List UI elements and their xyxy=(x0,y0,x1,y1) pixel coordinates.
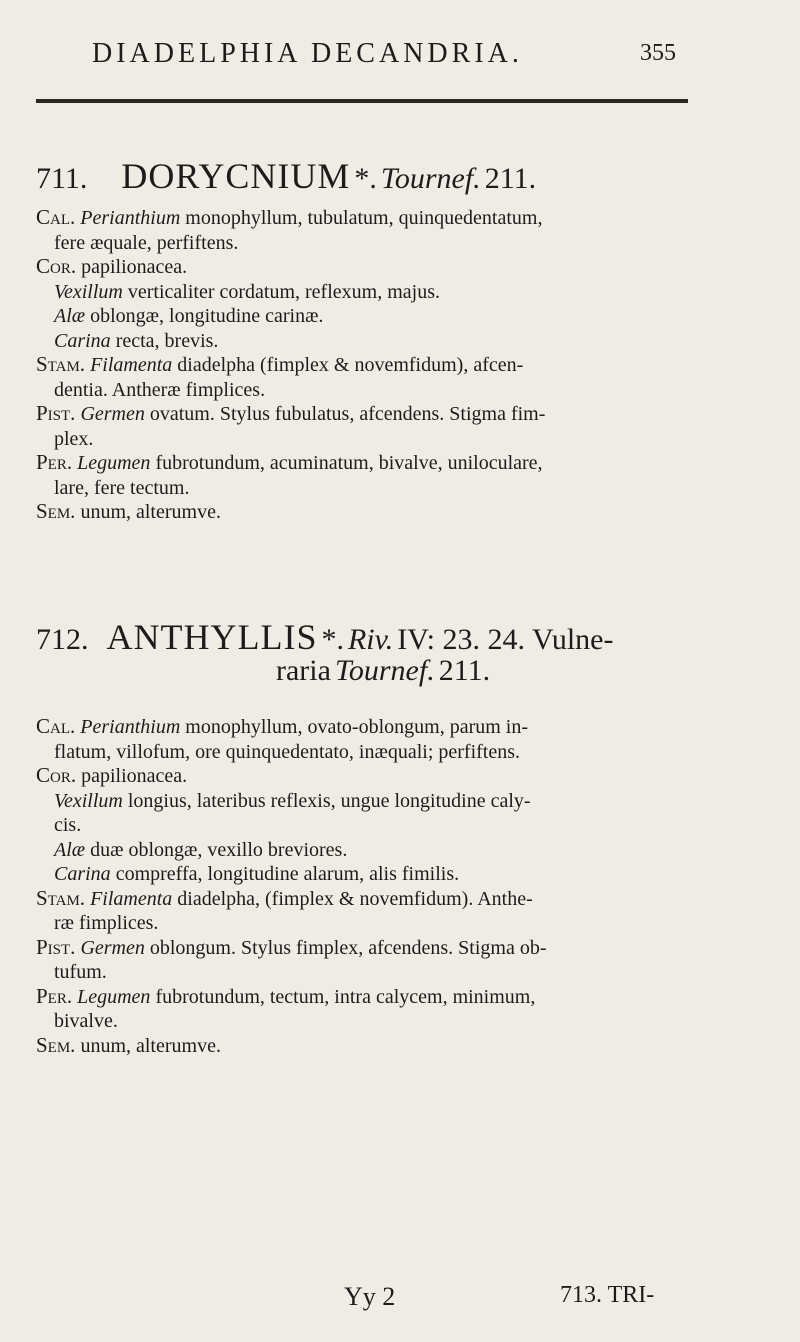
character-line xyxy=(36,1033,221,1058)
organ-label: Sem. xyxy=(36,1032,76,1057)
genus-number: 712. xyxy=(36,623,89,656)
organ-term: Vexillum xyxy=(54,789,123,812)
description-text: oblongæ, longitudine carinæ. xyxy=(85,305,324,327)
organ-term: Vexillum xyxy=(54,280,123,303)
signature-mark: Yy 2 xyxy=(344,1282,396,1311)
character-line xyxy=(36,886,533,911)
genus-name: DORYCNIUM xyxy=(121,156,351,196)
character-line xyxy=(36,499,221,524)
genus-heading xyxy=(36,616,613,658)
description-text: monophyllum, tubulatum, quinquedentatum, xyxy=(180,207,543,229)
organ-label: Per. xyxy=(36,450,73,474)
character-line xyxy=(54,812,81,837)
description-text: flatum, villofum, ore quinquedentato, inæquali; perfiftens. xyxy=(54,740,521,763)
character-line xyxy=(54,426,93,451)
catchword: 713. TRI- xyxy=(560,1282,655,1308)
running-head xyxy=(92,38,692,78)
description-text: lare, fere tectum. xyxy=(54,476,190,499)
genus-synonym-author: Tournef. xyxy=(334,654,435,687)
character-line xyxy=(54,959,107,984)
character-line xyxy=(54,475,189,500)
description-text: fere æquale, perfiftens. xyxy=(54,231,239,254)
description-text: longius, lateribus reflexis, ungue longitudine caly- xyxy=(122,789,531,812)
organ-label: Cal. xyxy=(36,205,76,229)
organ-label: Pist. xyxy=(36,934,76,959)
character-line xyxy=(54,788,531,813)
running-title: DIADELPHIA DECANDRIA. xyxy=(92,38,523,69)
genus-synonym-page: 211. xyxy=(438,654,491,687)
organ-term: Filamenta xyxy=(90,887,173,910)
organ-term: Legumen xyxy=(77,985,151,1008)
description-text: recta, brevis. xyxy=(110,329,219,352)
description-text: monophyllum, ovato-oblongum, parum in- xyxy=(180,716,529,738)
description-text: compreffa, longitudine alarum, alis fimilis. xyxy=(110,863,460,885)
description-text: papilionacea. xyxy=(76,256,188,278)
character-line xyxy=(54,910,158,935)
organ-term: Germen xyxy=(80,403,145,425)
description-text: diadelpha, (fimplex & novemfidum). Anthe- xyxy=(172,887,533,910)
character-line xyxy=(54,837,347,862)
description-text: tufum. xyxy=(54,961,107,983)
organ-label: Stam. xyxy=(36,885,86,910)
character-line xyxy=(54,279,440,304)
description-text: fubrotundum, acuminatum, bivalve, uniloculare, xyxy=(150,452,543,474)
character-line xyxy=(36,205,542,230)
organ-label: Sem. xyxy=(36,499,76,523)
character-line xyxy=(54,328,218,353)
genus-synonym: raria xyxy=(276,654,331,687)
description-text: ovatum. Stylus fubulatus, afcendens. Stigma fim- xyxy=(144,403,546,425)
character-line xyxy=(36,450,543,475)
character-line xyxy=(36,984,535,1009)
genus-reference-page: 211. xyxy=(484,162,537,195)
organ-term: Perianthium xyxy=(80,207,181,229)
character-line xyxy=(36,352,523,377)
page-footer xyxy=(0,1282,800,1322)
genus-reference-author: Tournef. xyxy=(380,162,481,195)
character-line xyxy=(54,861,459,886)
genus-name: ANTHYLLIS xyxy=(106,617,318,657)
description-text: verticaliter cordatum, reflexum, majus. xyxy=(122,280,440,303)
character-line xyxy=(54,1008,118,1033)
description-text: unum, alterumve. xyxy=(75,501,221,523)
genus-mark: *. xyxy=(354,162,377,195)
character-line xyxy=(36,254,187,279)
genus-reference-rest: IV: 23. 24. Vulne- xyxy=(397,623,614,656)
character-line xyxy=(54,303,323,328)
organ-label: Cor. xyxy=(36,763,77,787)
character-line xyxy=(36,401,545,426)
description-text: oblongum. Stylus fimplex, afcendens. Stigma ob- xyxy=(144,936,547,959)
description-text: cis. xyxy=(54,814,82,836)
organ-term: Germen xyxy=(80,936,145,959)
description-text: duæ oblongæ, vexillo breviores. xyxy=(85,838,348,861)
genus-reference-author: Riv. xyxy=(347,623,394,656)
character-line xyxy=(36,935,547,960)
description-text: dentia. Antheræ fimplices. xyxy=(54,378,266,401)
organ-term: Alæ xyxy=(54,838,86,861)
organ-term: Filamenta xyxy=(90,354,173,376)
organ-label: Pist. xyxy=(36,401,76,425)
organ-label: Cor. xyxy=(36,254,77,278)
genus-number: 711. xyxy=(36,162,88,195)
organ-term: Carina xyxy=(54,329,111,352)
genus-mark: *. xyxy=(321,623,344,656)
description-text: diadelpha (fimplex & novemfidum), afcen- xyxy=(172,354,524,376)
description-text: bivalve. xyxy=(54,1010,118,1032)
header-rule xyxy=(36,99,688,103)
organ-term: Alæ xyxy=(54,305,86,327)
character-line xyxy=(54,377,265,402)
organ-label: Stam. xyxy=(36,352,86,376)
genus-heading-continuation xyxy=(276,654,490,688)
description-text: ræ fimplices. xyxy=(54,912,159,934)
character-line xyxy=(54,230,238,255)
character-line xyxy=(36,714,528,739)
organ-label: Cal. xyxy=(36,714,76,738)
organ-term: Carina xyxy=(54,863,111,885)
organ-term: Perianthium xyxy=(80,716,181,738)
organ-label: Per. xyxy=(36,983,73,1008)
description-text: papilionacea. xyxy=(76,765,188,787)
character-line xyxy=(54,739,520,764)
character-line xyxy=(36,763,187,788)
description-text: plex. xyxy=(54,427,94,450)
description-text: unum, alterumve. xyxy=(75,1034,221,1057)
page-number: 355 xyxy=(640,40,676,66)
organ-term: Legumen xyxy=(77,452,151,474)
description-text: fubrotundum, tectum, intra calycem, minimum, xyxy=(150,985,536,1008)
genus-heading xyxy=(36,155,536,197)
